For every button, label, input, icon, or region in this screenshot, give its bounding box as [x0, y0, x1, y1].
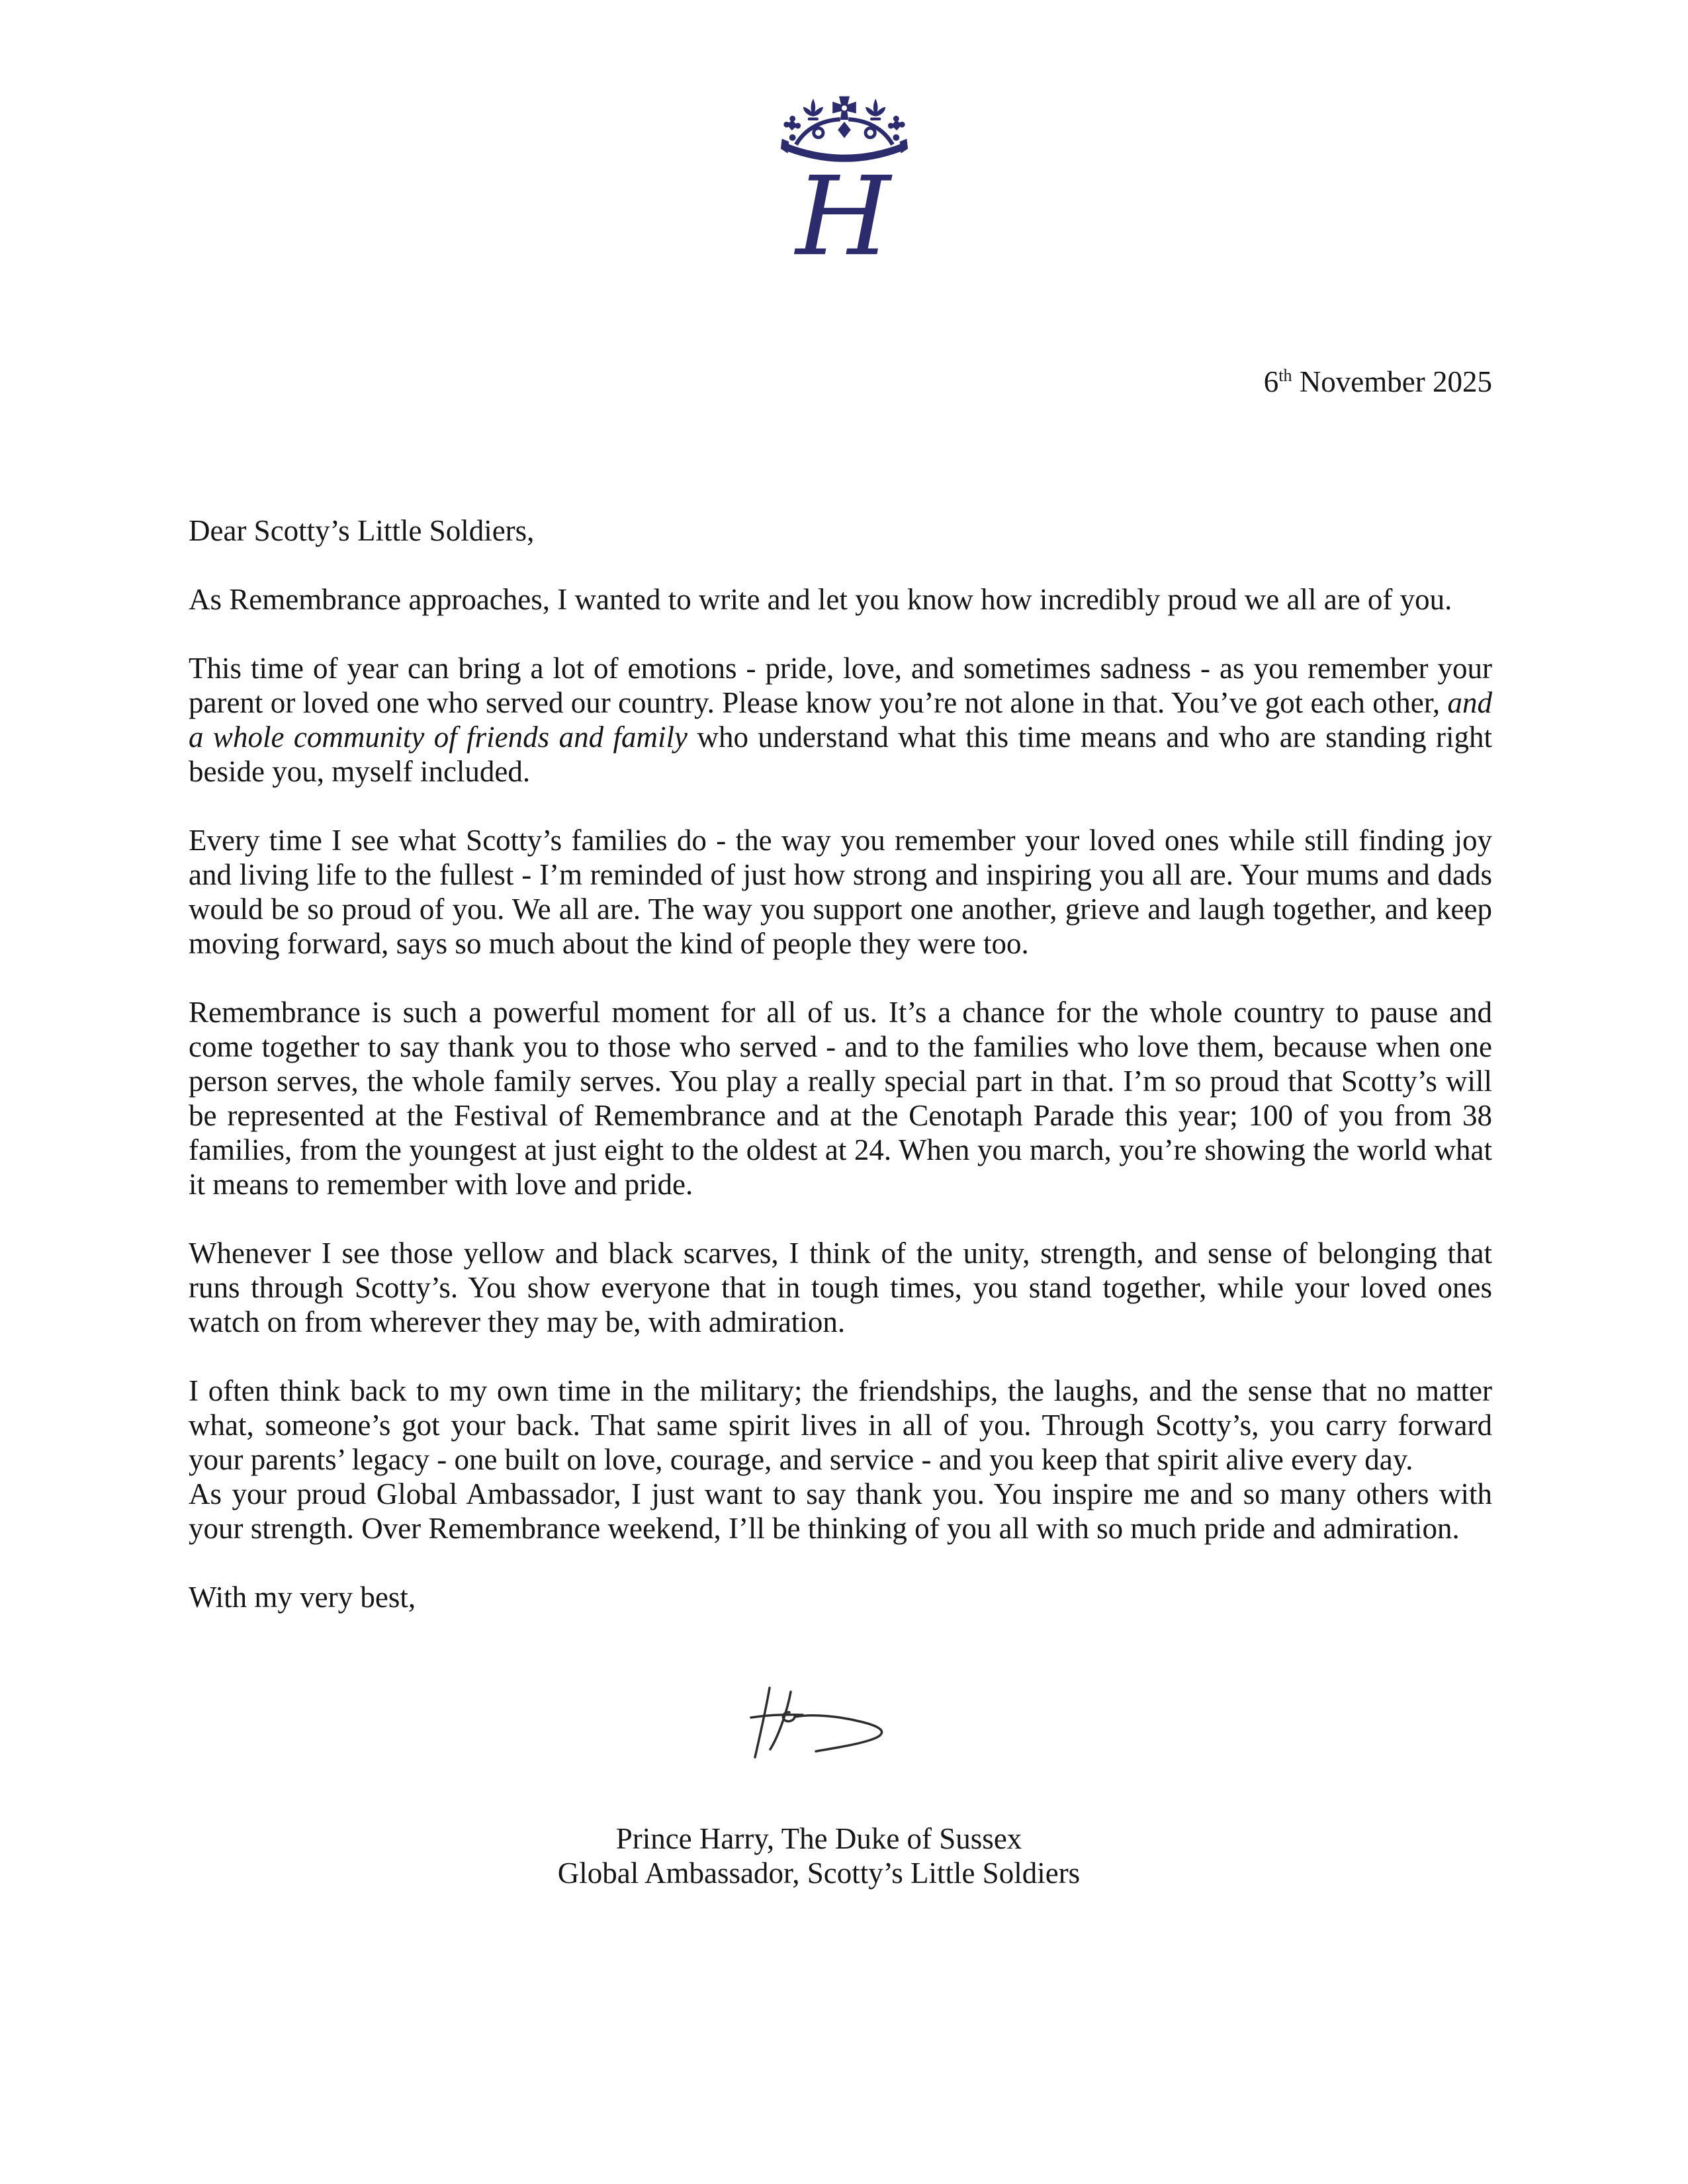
date-ordinal: th: [1278, 366, 1292, 385]
coronet-monogram-icon: [779, 94, 909, 271]
paragraph-2: [189, 651, 1492, 789]
date-day: 6: [1263, 365, 1279, 398]
signoff-block: [0, 1821, 1663, 1890]
signature-block: [0, 1686, 1663, 1890]
monogram-letter: H: [795, 153, 891, 271]
salutation: Dear Scotty’s Little Soldiers,: [189, 514, 535, 547]
handwritten-signature: [750, 1686, 889, 1762]
letter-body: [0, 365, 1688, 1614]
paragraph-3: Every time I see what Scotty’s families do - the way you remember your loved ones while still finding joy and living life to the fullest - I’m reminded of just how strong and inspiring you all are. Your mums and dads would be so proud of you. We all are. The way you support one another, grieve and laugh together, and keep moving forward, says so much about the kind of people they were too.: [189, 824, 1492, 960]
signatory-name: Prince Harry, The Duke of Sussex: [615, 1822, 1022, 1855]
closing-line: With my very best,: [189, 1581, 416, 1614]
paragraph-2-italic-phrase: and a whole community of friends and family: [189, 686, 1492, 754]
royal-monogram-logo: [0, 0, 1688, 274]
letter-date: [189, 365, 1492, 399]
paragraph-2-end: who understand what this time means and who are standing right beside you, myself included.: [189, 721, 1493, 788]
paragraph-7: As your proud Global Ambassador, I just want to say thank you. You inspire me and so many others with your strength. Over Remembrance weekend, I’ll be thinking of you all with so much pride and admiration.: [189, 1477, 1492, 1545]
signatory-title: Global Ambassador, Scotty’s Little Soldiers: [557, 1856, 1081, 1890]
paragraph-2-start: This time of year can bring a lot of emotions - pride, love, and sometimes sadness - as you remember your parent or loved one who served our country. Please know you’re not alone in that. You’ve got each other,: [189, 652, 1492, 719]
paragraph-1: As Remembrance approaches, I wanted to write and let you know how incredibly proud we all are of you.: [189, 583, 1452, 616]
paragraph-6: I often think back to my own time in the military; the friendships, the laughs, and the sense that no matter what, someone’s got your back. That same spirit lives in all of you. Through Scotty’s, you carry forward your parents’ legacy - one built on love, courage, and service - and you keep that spirit alive every day.: [189, 1374, 1492, 1476]
paragraph-4: Remembrance is such a powerful moment for all of us. It’s a chance for the whole country to pause and come together to say thank you to those who served - and to the families who love them, because when one person serves, the whole family serves. You play a really special part in that. I’m so proud that Scotty’s will be represented at the Festival of Remembrance and at the Cenotaph Parade this year; 100 of you from 38 families, from the youngest at just eight to the oldest at 24. When you march, you’re showing the world what it means to remember with love and pride.: [189, 996, 1492, 1201]
date-month-year: November 2025: [1292, 365, 1492, 398]
paragraph-5: Whenever I see those yellow and black scarves, I think of the unity, strength, and sense of belonging that runs through Scotty’s. You show everyone that in tough times, you stand together, while your loved ones watch on from wherever they may be, with admiration.: [189, 1237, 1492, 1338]
